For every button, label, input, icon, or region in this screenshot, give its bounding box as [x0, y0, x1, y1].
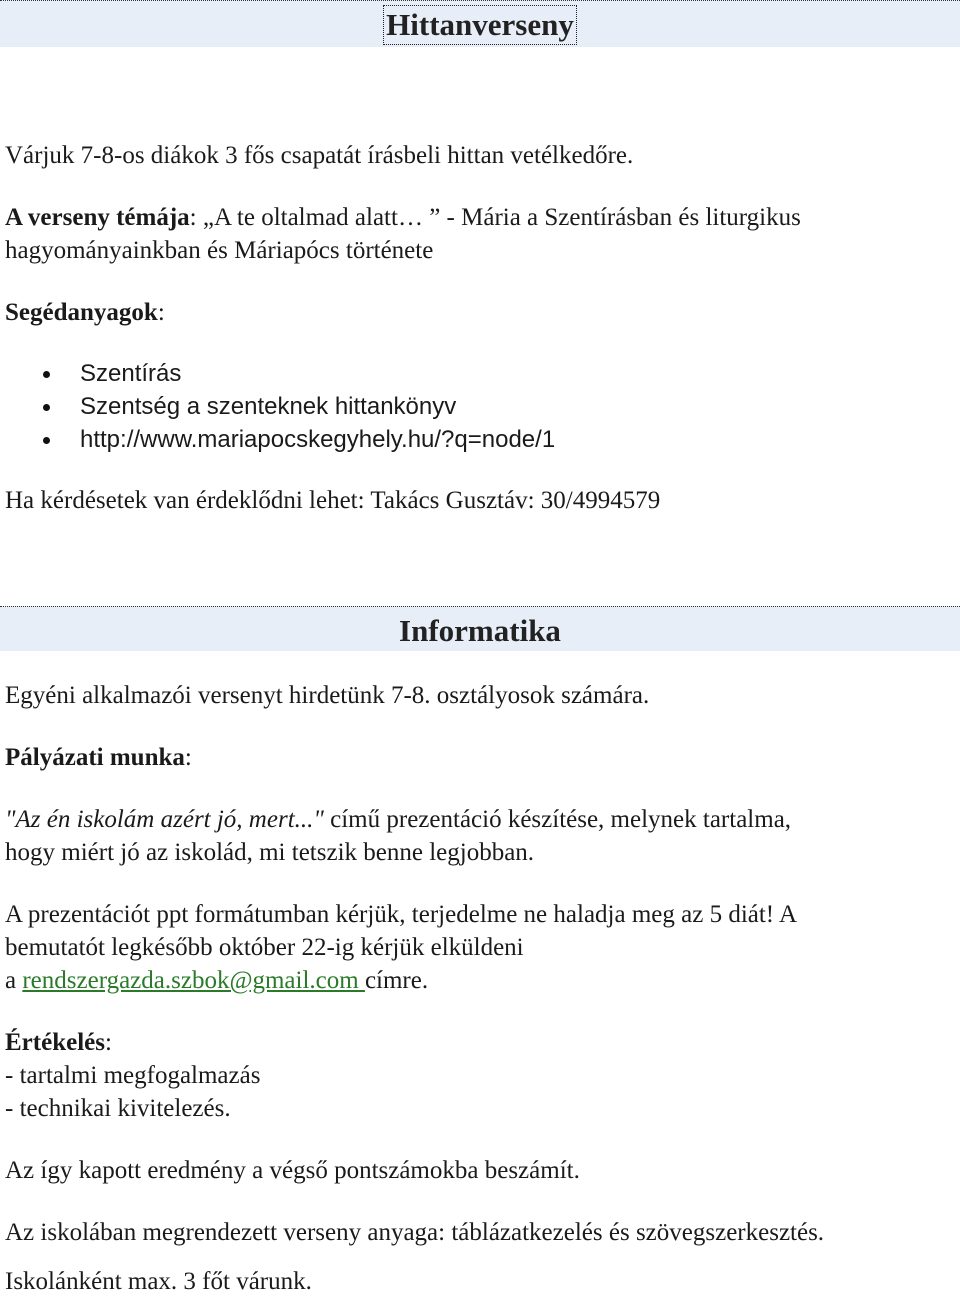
- format-line-3: [5, 964, 428, 997]
- work-sep: :: [184, 744, 192, 771]
- list-item: [0, 357, 555, 390]
- topic-text-1: „A te oltalmad alatt… ” - Mária a Szentírásban és liturgikus: [196, 204, 801, 231]
- bullet-icon: [43, 371, 50, 378]
- material-label: Szentírás: [80, 360, 182, 387]
- hittan-topic-cont: hagyományainkban és Máriapócs története: [5, 237, 434, 264]
- format-line-2: bemutatót legkésőbb október 22-ig kérjük elküldeni: [5, 934, 524, 961]
- eval-heading: [5, 1026, 112, 1059]
- eval-item: - technikai kivitelezés.: [5, 1095, 231, 1122]
- hittan-title: Hittanverseny: [383, 5, 577, 45]
- informatika-heading-bar: [0, 606, 960, 651]
- topic-label: A verseny témája: [5, 204, 190, 231]
- eval-item: - tartalmi megfogalmazás: [5, 1062, 261, 1089]
- materials-heading: [5, 296, 165, 329]
- list-item: [0, 390, 555, 423]
- result-text: Az így kapott eredmény a végső pontszámokba beszámít.: [5, 1157, 580, 1184]
- work-heading: [5, 741, 192, 774]
- work-text-1: című prezentáció készítése, melynek tartalma,: [323, 806, 792, 833]
- bullet-icon: [43, 437, 50, 444]
- hittan-contact: Ha kérdésetek van érdeklődni lehet: Takács Gusztáv: 30/4994579: [5, 487, 661, 514]
- work-quote: "Az én iskolám azért jó, mert...": [5, 806, 324, 833]
- format-post: címre.: [364, 967, 429, 994]
- topic-sep: :: [189, 204, 197, 231]
- informatika-title: Informatika: [399, 613, 561, 648]
- email-link[interactable]: rendszergazda.szbok@gmail.com: [22, 967, 365, 994]
- work-description: [5, 803, 791, 836]
- max-text: Iskolánként max. 3 főt várunk.: [5, 1268, 312, 1295]
- info-intro: Egyéni alkalmazói versenyt hirdetünk 7-8. osztályosok számára.: [5, 682, 650, 709]
- eval-sep: :: [104, 1029, 112, 1056]
- bullet-icon: [43, 404, 50, 411]
- format-line-1: A prezentációt ppt formátumban kérjük, terjedelme ne haladja meg az 5 diát! A: [5, 901, 798, 928]
- eval-label: Értékelés: [5, 1029, 105, 1056]
- materials-list: [0, 357, 555, 456]
- school-material-text: Az iskolában megrendezett verseny anyaga: táblázatkezelés és szövegszerkesztés.: [5, 1219, 825, 1246]
- work-description-cont: hogy miért jó az iskolád, mi tetszik benne legjobban.: [5, 839, 535, 866]
- material-label: Szentség a szenteknek hittankönyv: [80, 393, 457, 420]
- hittan-heading-bar: [0, 0, 960, 47]
- hittan-topic: [5, 201, 801, 234]
- format-pre: a: [5, 967, 23, 994]
- list-item[interactable]: [0, 423, 555, 456]
- material-url[interactable]: http://www.mariapocskegyhely.hu/?q=node/1: [80, 426, 556, 453]
- work-label: Pályázati munka: [5, 744, 185, 771]
- materials-label: Segédanyagok: [5, 299, 158, 326]
- hittan-intro: Várjuk 7-8-os diákok 3 fős csapatát írásbeli hittan vetélkedőre.: [5, 142, 634, 169]
- materials-sep: :: [157, 299, 165, 326]
